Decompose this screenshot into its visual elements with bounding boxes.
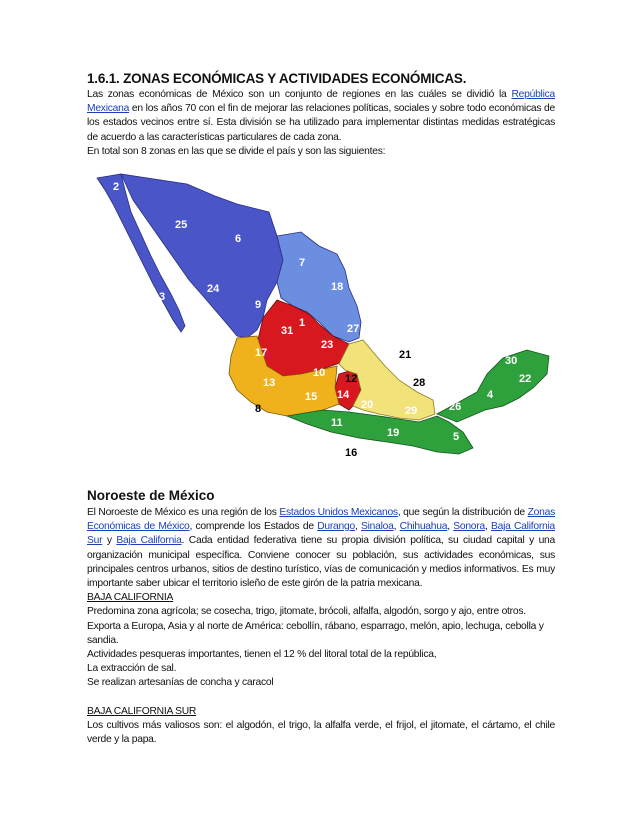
bc-line: Se realizan artesanías de concha y caracol xyxy=(87,677,274,689)
map-label: 23 xyxy=(321,339,334,351)
section-heading: Noroeste de México xyxy=(87,488,215,503)
map-label: 12 xyxy=(345,373,358,385)
bcs-heading: BAJA CALIFORNIA SUR xyxy=(87,705,197,717)
noroeste-paragraph: El Noroeste de México es una región de los Estados Unidos Mexicanos, que según la distribución de Zonas Económicas de México, comprende los Estados de Durango, Sinaloa, Chihuahua, Sonora, Baja California Sur y Baja California. Cada entidad federativa tiene su propia división política, su ciudad capital y una organización municipal específica. Conviene conocer su población, sus actividades económicas, sus principales centros urbanos, sitios de destino turístico, vías de comunicación y medios informativos. Es muy importante saber ubicar el territorio isleño de este girón de la patria mexicana. xyxy=(87,507,556,590)
map-label: 26 xyxy=(449,401,462,413)
link-baja-california[interactable]: Baja California xyxy=(116,535,182,547)
map-label: 20 xyxy=(361,399,374,411)
map-label: 29 xyxy=(405,405,418,417)
map-label: 22 xyxy=(519,373,532,385)
map-label: 17 xyxy=(255,347,268,359)
link-estados-unidos-mexicanos[interactable]: Estados Unidos Mexicanos xyxy=(279,507,398,518)
bc-line: Actividades pesqueras importantes, tienen el 12 % del litoral total de la república, xyxy=(87,649,437,661)
map-label: 24 xyxy=(207,283,220,295)
bc-line: La extracción de sal. xyxy=(87,663,177,675)
bc-line: Exporta a Europa, Asia y al norte de América: cebollín, rábano, esparrago, melón, apio, lechuga, cebolla y sandia. xyxy=(87,620,544,646)
map-label: 16 xyxy=(345,447,358,459)
map-label: 18 xyxy=(331,281,344,293)
map-label: 27 xyxy=(347,323,360,335)
text-run: El Noroeste de México es una región de los xyxy=(87,507,280,518)
map-label: 14 xyxy=(337,389,350,401)
intro-text xyxy=(87,88,555,159)
map-label: 9 xyxy=(255,299,262,311)
map-label: 28 xyxy=(413,377,426,389)
intro-paragraph-2: En total son 8 zonas en las que se divide el país y son las siguientes: xyxy=(87,145,386,157)
intro-text-b: en los años 70 con el fin de mejorar las relaciones políticas, sociales y sobre todo económicas de los estados vecinos entre sí. Esta división se ha utilizado para implementar distintas medidas estratégicas de acuerdo a las características particulares de cada zona. xyxy=(87,103,555,143)
map-label: 31 xyxy=(281,325,294,337)
text-run: . Cada entidad federativa tiene su propia división política, su ciudad capital y una organización municipal específica. Conviene conocer su población, sus actividades económicas, sus principales centros urbanos, sitios de destino turístico, vías de comunicación y medios informativos. Es muy importante saber ubicar el territorio isleño de este girón de la patria mexicana. xyxy=(87,535,555,590)
map-label: 25 xyxy=(175,219,188,231)
link-sonora[interactable]: Sonora xyxy=(453,521,485,533)
map-label: 13 xyxy=(263,377,276,389)
text-run: y xyxy=(102,535,117,547)
map-label: 1 xyxy=(299,317,306,329)
map-label: 3 xyxy=(159,291,166,303)
bcs-paragraph: Los cultivos más valiosos son: el algodón, el trigo, la alfalfa verde, el frijol, el jitomate, el cártamo, el chile verde y la papa. xyxy=(87,719,555,746)
link-sinaloa[interactable]: Sinaloa xyxy=(361,521,394,533)
section-title: 1.6.1. ZONAS ECONÓMICAS Y ACTIVIDADES ECONÓMICAS. xyxy=(87,71,467,86)
text-run: , que según la distribución de xyxy=(397,507,528,518)
map-label: 11 xyxy=(331,417,343,429)
spacer xyxy=(87,691,555,705)
map-label: 6 xyxy=(235,233,242,245)
map-label: 7 xyxy=(299,257,306,269)
bc-line: Predomina zona agrícola; se cosecha, trigo, jitomate, brócoli, alfalfa, algodón, sorgo y ajo, entre otros. xyxy=(87,606,526,618)
link-chihuahua[interactable]: Chihuahua xyxy=(399,521,448,533)
map-label: 10 xyxy=(313,367,326,379)
bc-heading: BAJA CALIFORNIA xyxy=(87,592,174,604)
map-label: 8 xyxy=(255,403,262,415)
link-baja-california-sur[interactable]: Baja California Sur xyxy=(87,521,555,547)
map-label: 4 xyxy=(487,389,494,401)
map-label: 30 xyxy=(505,355,518,367)
link-republica-mexicana[interactable]: República Mexicana xyxy=(87,89,555,115)
map-label: 5 xyxy=(453,431,460,443)
link-zonas-economicas[interactable]: Zonas Económicas de México xyxy=(87,507,556,533)
map-label: 15 xyxy=(305,391,318,403)
text-run: , comprende los Estados de xyxy=(189,521,318,533)
link-durango[interactable]: Durango xyxy=(317,521,355,533)
intro-paragraph xyxy=(87,88,555,145)
map-label: 19 xyxy=(387,427,400,439)
mexico-economic-zones-map xyxy=(87,160,557,460)
map-label: 2 xyxy=(113,181,120,193)
section-body xyxy=(87,506,555,747)
intro-text-a: Las zonas económicas de México son un conjunto de regiones en las cuáles se dividió la xyxy=(87,89,512,100)
map-label: 21 xyxy=(399,349,412,361)
